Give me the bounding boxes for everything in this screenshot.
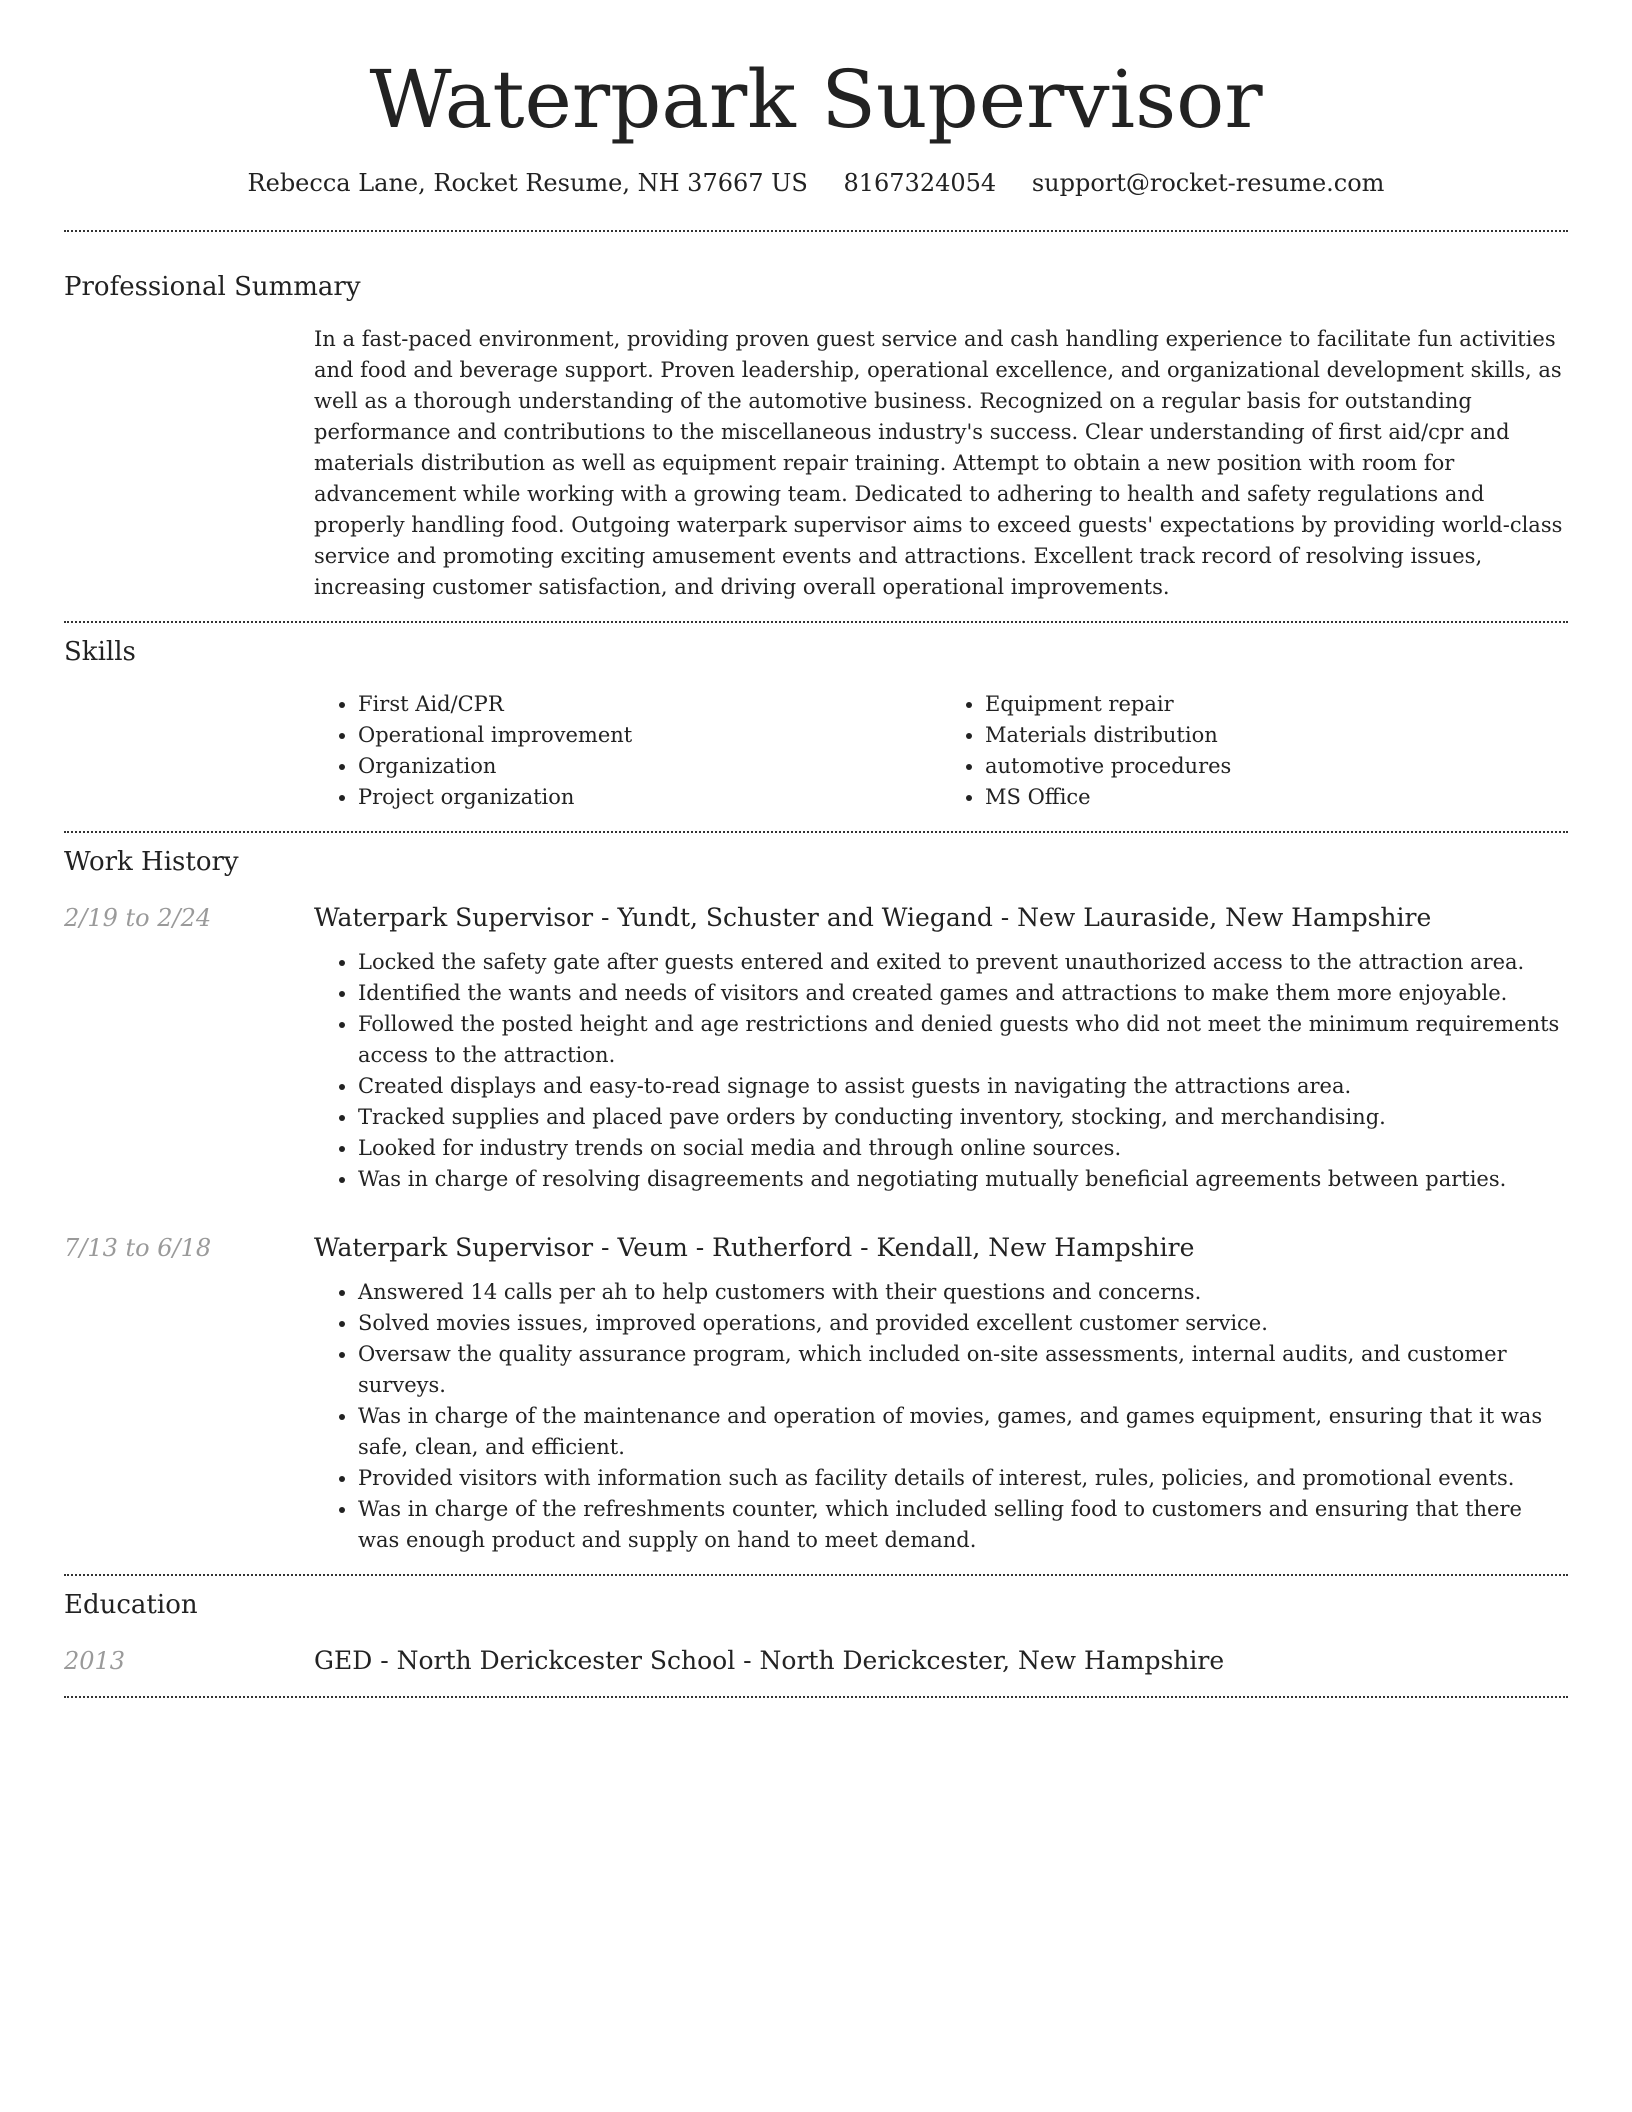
divider — [64, 621, 1568, 623]
skill-item: • First Aid/CPR — [358, 689, 941, 720]
job-bullet: • Identified the wants and needs of visitors and created games and attractions to make them more enjoyable. — [358, 978, 1568, 1009]
section-title-education: Education — [64, 1590, 198, 1620]
skills-list-right — [941, 689, 1568, 813]
section-title-summary: Professional Summary — [64, 272, 361, 302]
job-entry — [64, 1231, 1568, 1556]
section-title-skills: Skills — [64, 637, 136, 667]
skill-item: • Organization — [358, 751, 941, 782]
skill-item: • Equipment repair — [985, 689, 1568, 720]
job-bullet: • Tracked supplies and placed pave orders by conducting inventory, stocking, and merchandising. — [358, 1102, 1568, 1133]
contact-phone: 8167324054 — [843, 169, 997, 197]
resume-page — [64, 0, 1568, 1698]
summary-row — [64, 324, 1568, 603]
resume-title: Waterpark Supervisor — [369, 53, 1263, 146]
job-bullet: • Looked for industry trends on social media and through online sources. — [358, 1133, 1568, 1164]
job-dates: 7/13 to 6/18 — [64, 1234, 212, 1262]
job-title: Waterpark Supervisor - Yundt, Schuster and Wiegand - New Lauraside, New Hampshire — [314, 903, 1432, 932]
skill-item: • Operational improvement — [358, 720, 941, 751]
skill-item: • Project organization — [358, 782, 941, 813]
skill-item: • Materials distribution — [985, 720, 1568, 751]
contact-line — [64, 166, 1568, 200]
education-detail: GED - North Derickcester School - North Derickcester, New Hampshire — [314, 1646, 1225, 1675]
divider — [64, 1574, 1568, 1576]
job-bullets — [314, 1277, 1568, 1556]
job-entry — [64, 901, 1568, 1195]
skill-item: • automotive procedures — [985, 751, 1568, 782]
skills-columns — [314, 689, 1568, 813]
job-bullet: • Followed the posted height and age restrictions and denied guests who did not meet the minimum requirements access to the attraction. — [358, 1009, 1568, 1071]
section-title-work: Work History — [64, 847, 239, 877]
job-bullets — [314, 947, 1568, 1195]
contact-email: support@rocket-resume.com — [1031, 169, 1385, 197]
divider — [64, 831, 1568, 833]
job-bullet: • Was in charge of the maintenance and operation of movies, games, and games equipment, ensuring that it was safe, clean, and efficient. — [358, 1401, 1568, 1463]
skill-item: • MS Office — [985, 782, 1568, 813]
job-dates: 2/19 to 2/24 — [64, 904, 212, 932]
contact-address: Rebecca Lane, Rocket Resume, NH 37667 US — [247, 169, 808, 197]
divider — [64, 1696, 1568, 1698]
job-bullet: • Oversaw the quality assurance program, which included on-site assessments, internal audits, and customer surveys. — [358, 1339, 1568, 1401]
divider — [64, 230, 1568, 232]
job-bullet: • Answered 14 calls per ah to help customers with their questions and concerns. — [358, 1277, 1568, 1308]
job-bullet: • Solved movies issues, improved operations, and provided excellent customer service. — [358, 1308, 1568, 1339]
job-bullet: • Locked the safety gate after guests entered and exited to prevent unauthorized access to the attraction area. — [358, 947, 1568, 978]
skills-row — [64, 689, 1568, 813]
job-bullet: • Provided visitors with information such as facility details of interest, rules, policies, and promotional events. — [358, 1463, 1568, 1494]
education-entry — [64, 1644, 1568, 1678]
summary-text: In a fast-paced environment, providing proven guest service and cash handling experience to facilitate fun activities and food and beverage support. Proven leadership, operational excellence, and organizational development skills, as well as a thorough understanding of the automotive business. Recognized on a regular basis for outstanding performance and contributions to the miscellaneous industry's success. Clear understanding of first aid/cpr and materials distribution as well as equipment repair training. Attempt to obtain a new position with room for advancement while working with a growing team. Dedicated to adhering to health and safety regulations and properly handling food. Outgoing waterpark supervisor aims to exceed guests' expectations by providing world-class service and promoting exciting amusement events and attractions. Excellent track record of resolving issues, increasing customer satisfaction, and driving overall operational improvements. — [314, 327, 1563, 599]
skills-list-left — [314, 689, 941, 813]
job-title: Waterpark Supervisor - Veum - Rutherford - Kendall, New Hampshire — [314, 1233, 1195, 1262]
job-bullet: • Was in charge of the refreshments counter, which included selling food to customers and ensuring that there was enough product and supply on hand to meet demand. — [358, 1494, 1568, 1556]
job-bullet: • Created displays and easy-to-read signage to assist guests in navigating the attractions area. — [358, 1071, 1568, 1102]
job-bullet: • Was in charge of resolving disagreements and negotiating mutually beneficial agreements between parties. — [358, 1164, 1568, 1195]
education-year: 2013 — [64, 1647, 126, 1675]
